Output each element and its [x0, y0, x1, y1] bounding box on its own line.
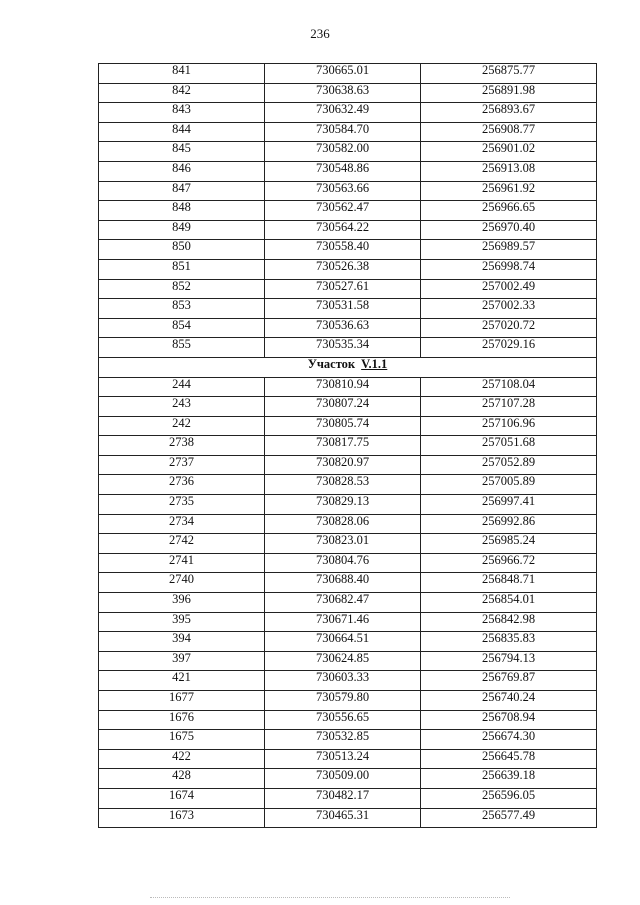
x-coordinate-cell: 730562.47 [265, 201, 421, 221]
point-number-cell: 851 [99, 259, 265, 279]
x-coordinate-cell: 730513.24 [265, 749, 421, 769]
coordinates-table [98, 63, 597, 828]
table-row [99, 416, 597, 436]
table-row [99, 181, 597, 201]
table-row [99, 436, 597, 456]
point-number-cell: 849 [99, 220, 265, 240]
table-row [99, 514, 597, 534]
y-coordinate-cell: 256708.94 [421, 710, 597, 730]
y-coordinate-cell: 256992.86 [421, 514, 597, 534]
x-coordinate-cell: 730671.46 [265, 612, 421, 632]
y-coordinate-cell: 256875.77 [421, 64, 597, 84]
table-row [99, 455, 597, 475]
point-number-cell: 846 [99, 161, 265, 181]
table-row [99, 691, 597, 711]
section-header-cell [99, 357, 597, 377]
table-row [99, 397, 597, 417]
table-row [99, 788, 597, 808]
section-code: V.1.1 [361, 357, 388, 371]
y-coordinate-cell: 257107.28 [421, 397, 597, 417]
table-row [99, 671, 597, 691]
point-number-cell: 841 [99, 64, 265, 84]
point-number-cell: 852 [99, 279, 265, 299]
x-coordinate-cell: 730828.06 [265, 514, 421, 534]
table-row [99, 632, 597, 652]
table-row [99, 710, 597, 730]
point-number-cell: 843 [99, 103, 265, 123]
y-coordinate-cell: 256893.67 [421, 103, 597, 123]
point-number-cell: 244 [99, 377, 265, 397]
x-coordinate-cell: 730682.47 [265, 593, 421, 613]
point-number-cell: 1674 [99, 788, 265, 808]
y-coordinate-cell: 256854.01 [421, 593, 597, 613]
x-coordinate-cell: 730823.01 [265, 534, 421, 554]
point-number-cell: 1675 [99, 730, 265, 750]
x-coordinate-cell: 730535.34 [265, 338, 421, 358]
x-coordinate-cell: 730632.49 [265, 103, 421, 123]
point-number-cell: 850 [99, 240, 265, 260]
point-number-cell: 1676 [99, 710, 265, 730]
point-number-cell: 842 [99, 83, 265, 103]
page-number: 236 [310, 26, 330, 41]
point-number-cell: 2742 [99, 534, 265, 554]
y-coordinate-cell: 257106.96 [421, 416, 597, 436]
point-number-cell: 844 [99, 122, 265, 142]
x-coordinate-cell: 730665.01 [265, 64, 421, 84]
table-row [99, 612, 597, 632]
point-number-cell: 422 [99, 749, 265, 769]
table-row [99, 769, 597, 789]
point-number-cell: 242 [99, 416, 265, 436]
table-row [99, 299, 597, 319]
point-number-cell: 2736 [99, 475, 265, 495]
y-coordinate-cell: 256769.87 [421, 671, 597, 691]
point-number-cell: 853 [99, 299, 265, 319]
table-row [99, 122, 597, 142]
x-coordinate-cell: 730558.40 [265, 240, 421, 260]
table-row [99, 279, 597, 299]
table-row [99, 103, 597, 123]
point-number-cell: 243 [99, 397, 265, 417]
y-coordinate-cell: 256835.83 [421, 632, 597, 652]
y-coordinate-cell: 257020.72 [421, 318, 597, 338]
y-coordinate-cell: 257052.89 [421, 455, 597, 475]
point-number-cell: 2734 [99, 514, 265, 534]
x-coordinate-cell: 730664.51 [265, 632, 421, 652]
point-number-cell: 2735 [99, 495, 265, 515]
table-row [99, 259, 597, 279]
bottom-scan-line [150, 897, 510, 898]
x-coordinate-cell: 730804.76 [265, 553, 421, 573]
point-number-cell: 1673 [99, 808, 265, 828]
table-row [99, 220, 597, 240]
y-coordinate-cell: 256966.65 [421, 201, 597, 221]
x-coordinate-cell: 730531.58 [265, 299, 421, 319]
table-row [99, 593, 597, 613]
x-coordinate-cell: 730624.85 [265, 651, 421, 671]
point-number-cell: 1677 [99, 691, 265, 711]
coordinates-table-body [99, 64, 597, 828]
table-row [99, 749, 597, 769]
section-header-row [99, 357, 597, 377]
table-row [99, 730, 597, 750]
x-coordinate-cell: 730817.75 [265, 436, 421, 456]
x-coordinate-cell: 730805.74 [265, 416, 421, 436]
point-number-cell: 2737 [99, 455, 265, 475]
table-row [99, 318, 597, 338]
y-coordinate-cell: 257029.16 [421, 338, 597, 358]
point-number-cell: 854 [99, 318, 265, 338]
y-coordinate-cell: 256740.24 [421, 691, 597, 711]
x-coordinate-cell: 730828.53 [265, 475, 421, 495]
table-row [99, 573, 597, 593]
y-coordinate-cell: 257051.68 [421, 436, 597, 456]
point-number-cell: 2738 [99, 436, 265, 456]
x-coordinate-cell: 730638.63 [265, 83, 421, 103]
y-coordinate-cell: 256966.72 [421, 553, 597, 573]
x-coordinate-cell: 730579.80 [265, 691, 421, 711]
table-row [99, 377, 597, 397]
x-coordinate-cell: 730465.31 [265, 808, 421, 828]
x-coordinate-cell: 730527.61 [265, 279, 421, 299]
y-coordinate-cell: 256794.13 [421, 651, 597, 671]
point-number-cell: 397 [99, 651, 265, 671]
y-coordinate-cell: 256842.98 [421, 612, 597, 632]
table-row [99, 338, 597, 358]
y-coordinate-cell: 256639.18 [421, 769, 597, 789]
point-number-cell: 395 [99, 612, 265, 632]
point-number-cell: 2740 [99, 573, 265, 593]
x-coordinate-cell: 730536.63 [265, 318, 421, 338]
x-coordinate-cell: 730532.85 [265, 730, 421, 750]
x-coordinate-cell: 730820.97 [265, 455, 421, 475]
y-coordinate-cell: 256989.57 [421, 240, 597, 260]
point-number-cell: 428 [99, 769, 265, 789]
point-number-cell: 855 [99, 338, 265, 358]
x-coordinate-cell: 730584.70 [265, 122, 421, 142]
x-coordinate-cell: 730526.38 [265, 259, 421, 279]
table-row [99, 142, 597, 162]
table-row [99, 808, 597, 828]
table-row [99, 201, 597, 221]
y-coordinate-cell: 256961.92 [421, 181, 597, 201]
table-row [99, 64, 597, 84]
y-coordinate-cell: 256985.24 [421, 534, 597, 554]
x-coordinate-cell: 730563.66 [265, 181, 421, 201]
point-number-cell: 2741 [99, 553, 265, 573]
table-row [99, 495, 597, 515]
x-coordinate-cell: 730509.00 [265, 769, 421, 789]
point-number-cell: 396 [99, 593, 265, 613]
y-coordinate-cell: 256674.30 [421, 730, 597, 750]
y-coordinate-cell: 256891.98 [421, 83, 597, 103]
x-coordinate-cell: 730807.24 [265, 397, 421, 417]
point-number-cell: 421 [99, 671, 265, 691]
table-row [99, 161, 597, 181]
point-number-cell: 848 [99, 201, 265, 221]
x-coordinate-cell: 730810.94 [265, 377, 421, 397]
y-coordinate-cell: 257005.89 [421, 475, 597, 495]
point-number-cell: 845 [99, 142, 265, 162]
y-coordinate-cell: 256913.08 [421, 161, 597, 181]
y-coordinate-cell: 257108.04 [421, 377, 597, 397]
y-coordinate-cell: 256908.77 [421, 122, 597, 142]
x-coordinate-cell: 730482.17 [265, 788, 421, 808]
x-coordinate-cell: 730582.00 [265, 142, 421, 162]
x-coordinate-cell: 730564.22 [265, 220, 421, 240]
x-coordinate-cell: 730829.13 [265, 495, 421, 515]
y-coordinate-cell: 256901.02 [421, 142, 597, 162]
table-row [99, 83, 597, 103]
x-coordinate-cell: 730603.33 [265, 671, 421, 691]
x-coordinate-cell: 730556.65 [265, 710, 421, 730]
table-row [99, 534, 597, 554]
y-coordinate-cell: 256970.40 [421, 220, 597, 240]
y-coordinate-cell: 256596.05 [421, 788, 597, 808]
y-coordinate-cell: 257002.49 [421, 279, 597, 299]
section-label: Участок [307, 357, 356, 371]
table-row [99, 475, 597, 495]
y-coordinate-cell: 256577.49 [421, 808, 597, 828]
y-coordinate-cell: 256645.78 [421, 749, 597, 769]
x-coordinate-cell: 730548.86 [265, 161, 421, 181]
table-row [99, 651, 597, 671]
y-coordinate-cell: 256848.71 [421, 573, 597, 593]
y-coordinate-cell: 256998.74 [421, 259, 597, 279]
y-coordinate-cell: 256997.41 [421, 495, 597, 515]
x-coordinate-cell: 730688.40 [265, 573, 421, 593]
table-row [99, 553, 597, 573]
table-row [99, 240, 597, 260]
y-coordinate-cell: 257002.33 [421, 299, 597, 319]
point-number-cell: 847 [99, 181, 265, 201]
point-number-cell: 394 [99, 632, 265, 652]
